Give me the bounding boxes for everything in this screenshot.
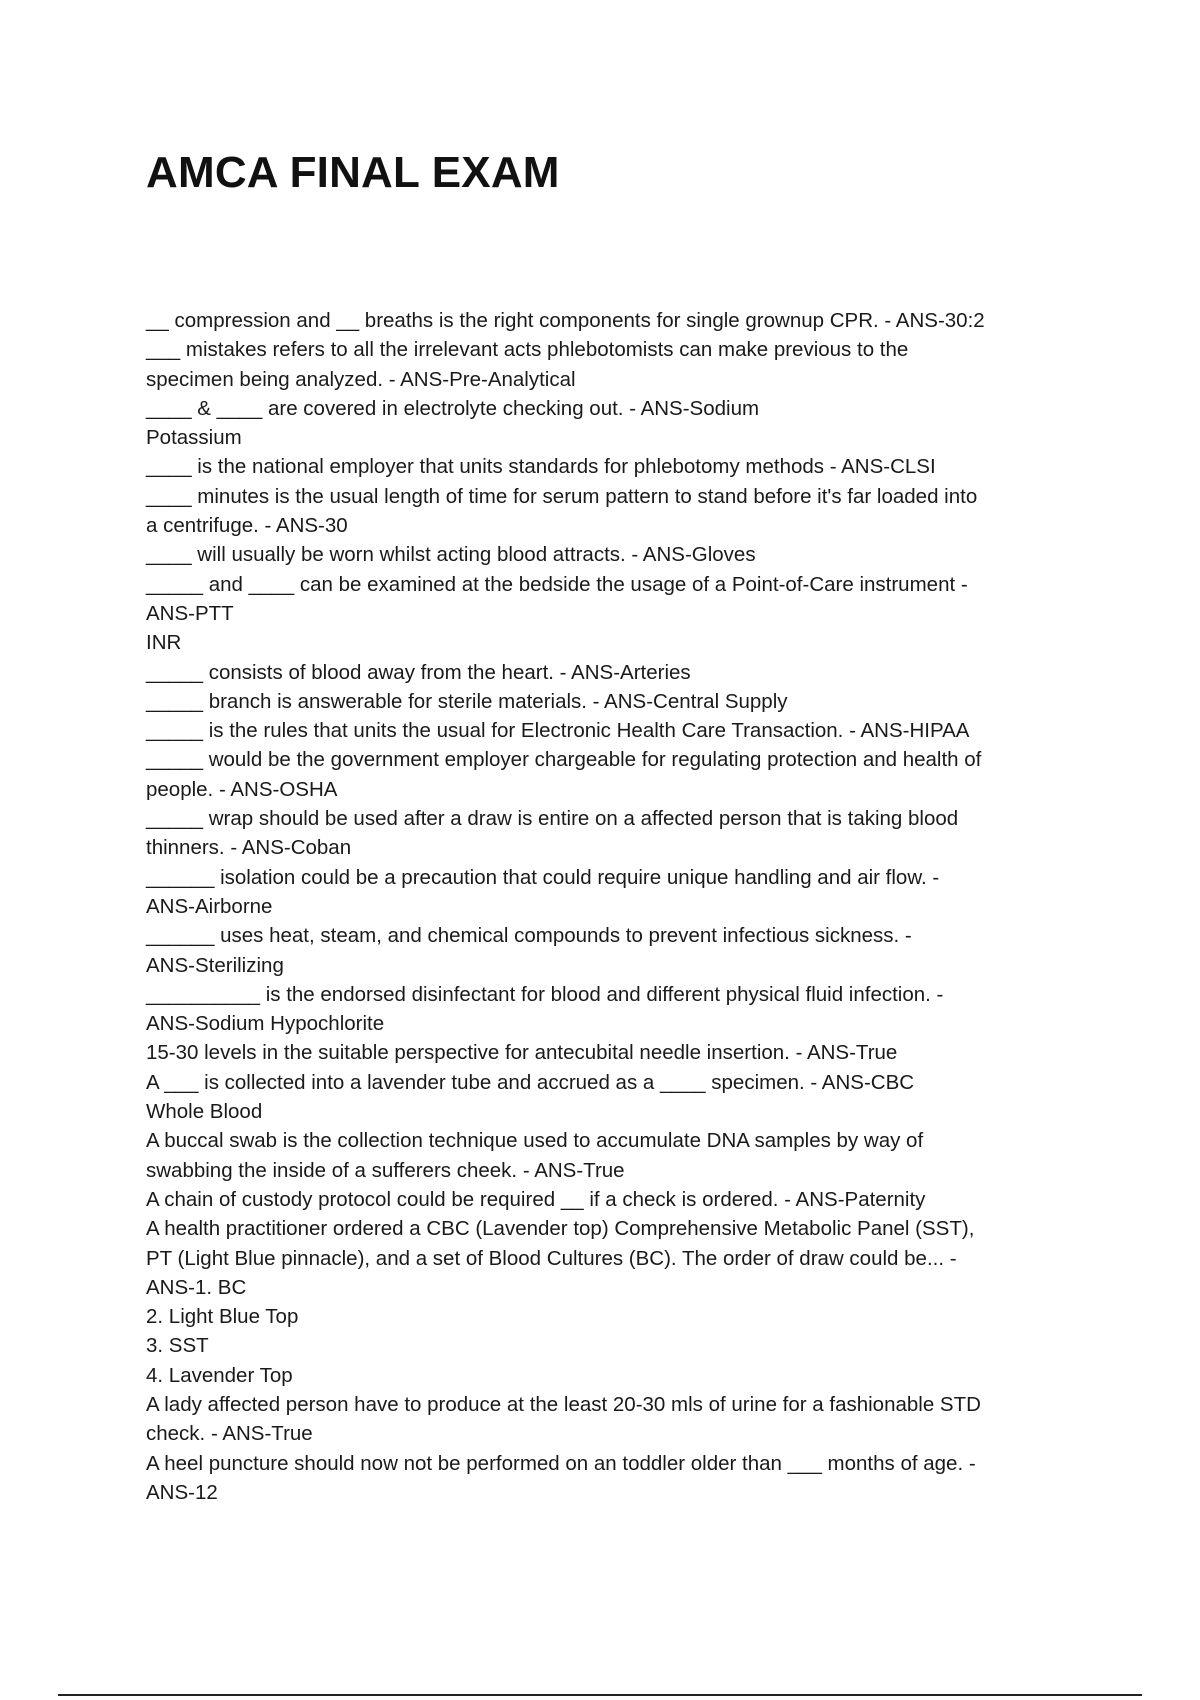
text-line: _____ wrap should be used after a draw is entire on a affected person that is taking blood (146, 807, 959, 831)
text-line: ___ mistakes refers to all the irrelevant acts phlebotomists can make previous to the (146, 338, 909, 362)
text-line: ______ uses heat, steam, and chemical compounds to prevent infectious sickness. - (146, 924, 912, 948)
text-line: specimen being analyzed. - ANS-Pre-Analytical (146, 367, 576, 391)
text-line: A heel puncture should now not be performed on an toddler older than ___ months of age. - (146, 1451, 976, 1475)
text-line: Whole Blood (146, 1100, 263, 1124)
document-title: AMCA FINAL EXAM (146, 148, 560, 197)
text-line: A lady affected person have to produce at the least 20-30 mls of urine for a fashionable STD (146, 1392, 981, 1416)
text-line: 4. Lavender Top (146, 1363, 293, 1387)
text-line: ANS-1. BC (146, 1275, 247, 1299)
text-line: ____ & ____ are covered in electrolyte checking out. - ANS-Sodium (146, 396, 760, 420)
text-line: _____ consists of blood away from the heart. - ANS-Arteries (146, 660, 691, 684)
text-line: thinners. - ANS-Coban (146, 836, 352, 860)
text-line: a centrifuge. - ANS-30 (146, 514, 348, 538)
text-line: _____ is the rules that units the usual for Electronic Health Care Transaction. - ANS-HIPAA (146, 719, 970, 743)
text-line: ANS-12 (146, 1480, 218, 1504)
text-line: people. - ANS-OSHA (146, 777, 338, 801)
text-line: __________ is the endorsed disinfectant for blood and different physical fluid infection. - (146, 982, 944, 1006)
text-line: _____ would be the government employer chargeable for regulating protection and health of (146, 748, 982, 772)
text-line: ____ minutes is the usual length of time for serum pattern to stand before it's far loaded into (146, 484, 978, 508)
text-line: 3. SST (146, 1334, 209, 1358)
text-line: 2. Light Blue Top (146, 1305, 299, 1329)
text-line: __ compression and __ breaths is the right components for single grownup CPR. - ANS-30:2 (146, 309, 985, 332)
page-bottom-divider (58, 1694, 1142, 1696)
text-line: _____ branch is answerable for sterile materials. - ANS-Central Supply (146, 689, 788, 713)
text-line: check. - ANS-True (146, 1422, 313, 1446)
text-line: ______ isolation could be a precaution that could require unique handling and air flow. - (146, 865, 940, 889)
text-line: PT (Light Blue pinnacle), and a set of Blood Cultures (BC). The order of draw could be... - (146, 1246, 957, 1270)
text-line: Potassium (146, 426, 242, 450)
text-line: INR (146, 631, 182, 655)
text-line: ANS-Sodium Hypochlorite (146, 1012, 385, 1036)
text-line: _____ and ____ can be examined at the bedside the usage of a Point-of-Care instrument - (146, 572, 968, 596)
text-line: swabbing the inside of a sufferers cheek. - ANS-True (146, 1158, 625, 1182)
text-line: 15-30 levels in the suitable perspective for antecubital needle insertion. - ANS-True (146, 1041, 898, 1065)
text-line: A health practitioner ordered a CBC (Lavender top) Comprehensive Metabolic Panel (SST), (146, 1217, 975, 1241)
text-line: ____ will usually be worn whilst acting blood attracts. - ANS-Gloves (146, 543, 756, 567)
text-line: A ___ is collected into a lavender tube and accrued as a ____ specimen. - ANS-CBC (146, 1070, 915, 1094)
text-line: ANS-Sterilizing (146, 953, 284, 977)
text-line: A buccal swab is the collection technique used to accumulate DNA samples by way of (146, 1129, 924, 1153)
text-line: A chain of custody protocol could be required __ if a check is ordered. - ANS-Paternity (146, 1187, 926, 1211)
text-line: ANS-PTT (146, 601, 234, 625)
text-line: ____ is the national employer that units standards for phlebotomy methods - ANS-CLSI (146, 455, 936, 479)
document-body (146, 306, 1086, 1507)
text-line: ANS-Airborne (146, 894, 273, 918)
